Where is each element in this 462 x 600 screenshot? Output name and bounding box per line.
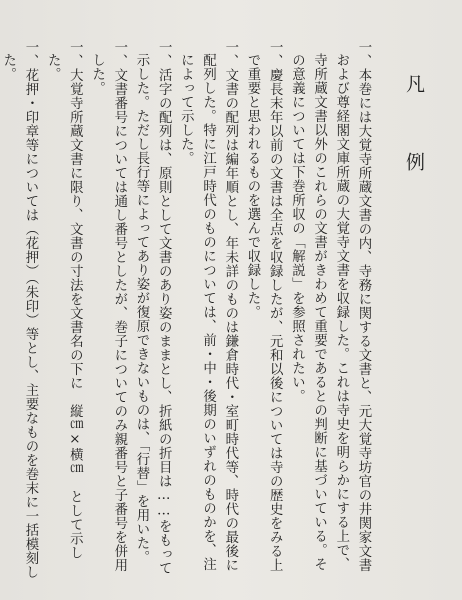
note-item: 一、文書の配列は編年順とし、年未詳のものは鎌倉時代・室町時代等、時代の最後に配列した。特に江戸時代のものについては、前・中・後期のいずれのものかを、注によって示した。	[178, 40, 238, 572]
note-item: 一、本巻には大覚寺所蔵文書の内、寺務に関する文書と、元大覚寺坊官の井関家文書および尊経閣文庫所蔵の大覚寺文書を収録した。これは寺史を明らかにする上で、寺所蔵文書以外のこれらの文書がきわめて重要であるとの判断に基づいている。その意義については下巻所収の「解説」を参照されたい。	[289, 40, 371, 572]
note-item: 一、大覚寺所蔵文書に限り、文書の寸法を文書名の下に 縦㎝×横㎝ として示した。	[45, 40, 83, 560]
notes-body	[0, 40, 374, 580]
page-title: 凡 例	[403, 74, 425, 191]
note-item: 一、慶長末年以前の文書は全点を収録したが、元和以後については寺の歴史をみる上で重要と思われるものを選んで収録した。	[244, 40, 283, 572]
note-item: 一、文書番号については通し番号としたが、巻子についてのみ親番号と子番号を併用した。	[89, 40, 127, 572]
note-item: 一、活字の配列は、原則として文書のあり姿のままとし、折紙の折目は……をもって示した。ただし長行等によってあり姿が復原できないものは、「行替」を用いた。	[133, 40, 172, 576]
note-item: 一、花押・印章等については（花押）（朱印）等とし、主要なものを巻末に一括模刻した。	[0, 40, 38, 580]
